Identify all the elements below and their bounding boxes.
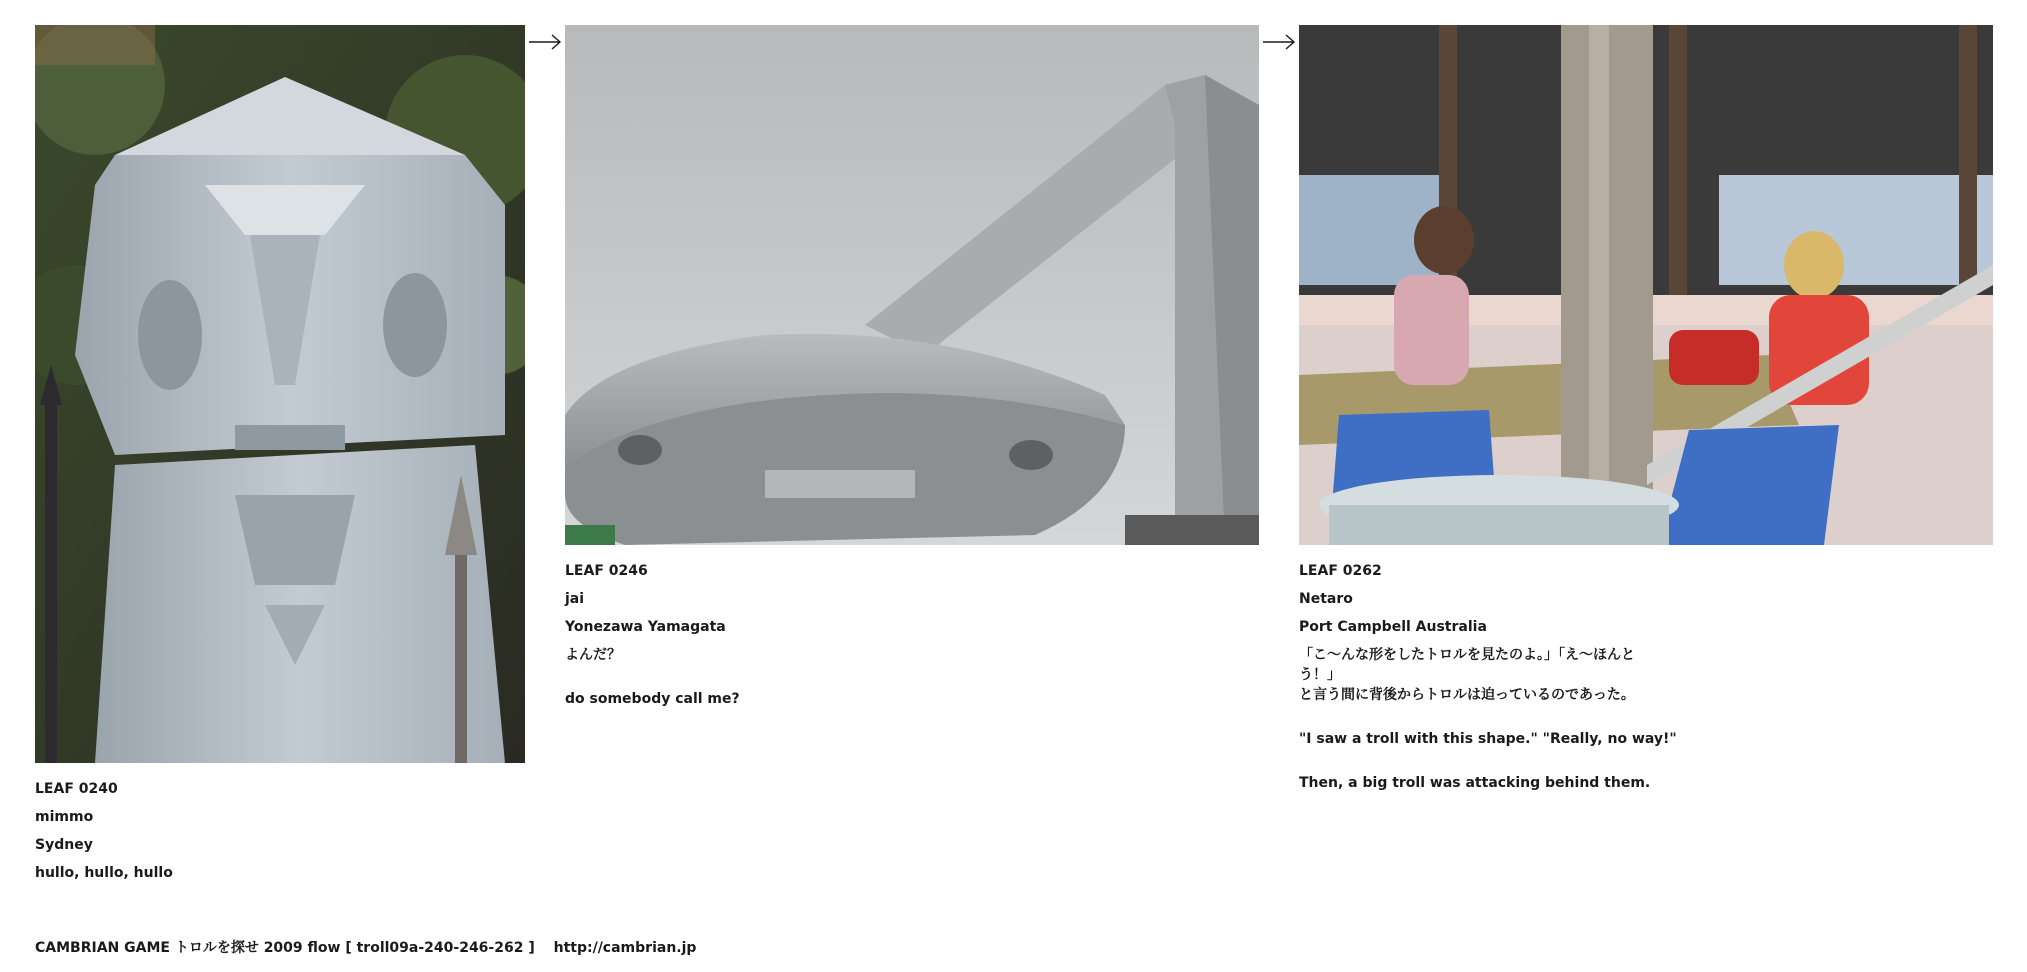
leaf-author: mimmo: [35, 809, 94, 825]
leaf-0262: [1299, 25, 1993, 793]
right-arrow-icon: [1262, 32, 1296, 52]
leaf-text: "I saw a troll with this shape." "Really, no way!": [1299, 731, 1677, 747]
photo-concrete-sculpture[interactable]: [565, 25, 1259, 545]
leaf-text: よんだ？: [565, 647, 621, 663]
leaf-id: LEAF 0262: [1299, 563, 1382, 579]
leaf-location: Port Campbell Australia: [1299, 619, 1487, 635]
leaf-text: と言う間に背後からトロルは迫っているのであった。: [1299, 687, 1635, 703]
leaf-0246: [565, 25, 1259, 709]
leaf-id: LEAF 0246: [565, 563, 648, 579]
leaf-text: do somebody call me?: [565, 691, 740, 707]
footer: [35, 937, 710, 957]
leaf-location: Yonezawa Yamagata: [565, 619, 726, 635]
footer-url-link[interactable]: http://cambrian.jp: [553, 940, 697, 956]
right-arrow-icon: [528, 32, 562, 52]
leaf-text: 「こ〜んな形をしたトロルを見たのよ。」「え〜ほんとう！」: [1299, 647, 1635, 683]
leaf-text: Then, a big troll was attacking behind them.: [1299, 775, 1651, 791]
leaf-id: LEAF 0240: [35, 781, 118, 797]
leaf-author: Netaro: [1299, 591, 1353, 607]
leaf-0240: [35, 25, 525, 887]
leaf-text: hullo, hullo, hullo: [35, 865, 173, 881]
photo-stone-statue[interactable]: [35, 25, 525, 763]
footer-title: CAMBRIAN GAME トロルを探せ 2009 flow [ troll09a-240-246-262 ]: [35, 940, 535, 956]
photo-cafe-table[interactable]: [1299, 25, 1993, 545]
leaf-author: jai: [565, 591, 585, 607]
leaf-location: Sydney: [35, 837, 93, 853]
